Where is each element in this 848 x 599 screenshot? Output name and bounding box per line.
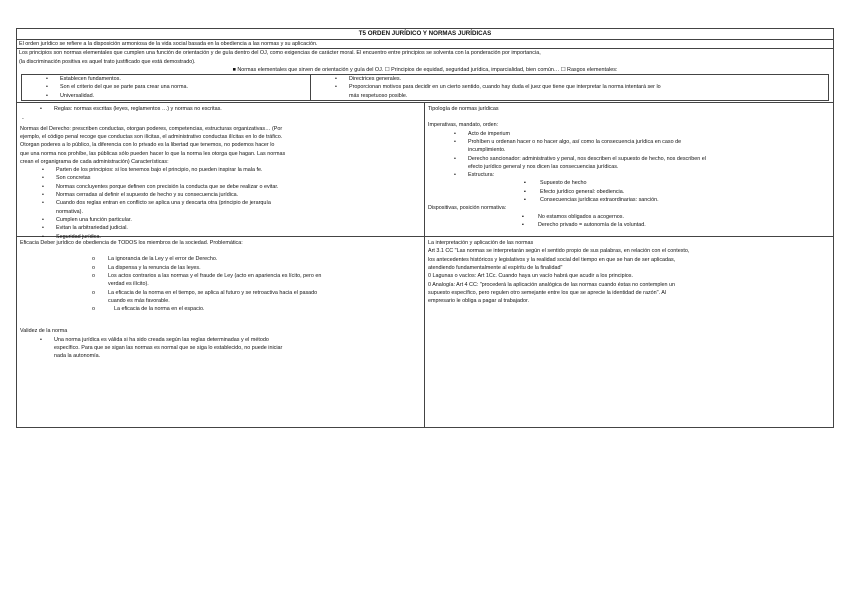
list-item: ▪ No estamos obligados a acogernos. xyxy=(428,213,830,221)
list-item: incumplimiento. xyxy=(468,147,506,154)
list-item: ▪ Supuesto de hecho xyxy=(428,179,830,187)
list-item: ▪ Derecho privado = autonomía de la voluntad. xyxy=(428,221,830,229)
tipologia-heading: Tipología de normas jurídicas xyxy=(428,106,499,113)
traits-table xyxy=(21,74,829,101)
paragraph-line: crean el organigrama de cada administración) Características: xyxy=(20,158,169,165)
paragraph-line: atendiendo fundamentalmente al espíritu de la finalidad" xyxy=(428,264,563,271)
paragraph-line: 0 Lagunas o vacíos: Art 1Cc. Cuando haya un vacío habrá que acudir a los principios. xyxy=(428,273,633,280)
list-item: • Estructura: xyxy=(428,171,830,179)
paragraph-line: ejemplo, el código penal recoge que conductas son ilícitas, el administrativo conductas ilícitas en lo de tráfico. xyxy=(20,133,283,140)
reglas-cell xyxy=(17,103,425,240)
list-item: • Seguridad jurídica. xyxy=(20,233,421,241)
imperativas-label: Imperativas, mandato, orden: xyxy=(428,122,499,129)
principles-line: Los principios son normas elementales que cumplen una función de orientación y de guía dentro del OJ, como exigencias de carácter moral. El encuentro entre principios se solventa con la ponderación por importancia, xyxy=(19,50,541,57)
list-item: más respetuoso posible. xyxy=(349,92,408,99)
list-item: ▪ Efecto jurídico general: obediencia. xyxy=(428,188,830,196)
list-item: • Proporcionan motivos para decidir en un cierto sentido, cuando hay duda el juez que tiene que interpretar la norma intentará ser lo xyxy=(315,83,824,91)
list-item: • Establecen fundamentos. xyxy=(26,75,306,83)
paragraph-line: 0 Analogía: Art 4 CC: "procederá la aplicación analógica de las normas cuando éstas no contemplen un xyxy=(428,281,676,288)
list-item: o La ignorancia de la Ley y el error de Derecho. xyxy=(20,255,421,263)
list-item: nada la autonomía. xyxy=(54,353,101,360)
list-item: específico. Para que se sigan las normas es normal que se siga lo establecido, no puede iniciar xyxy=(54,345,283,352)
list-item: • Normas cerradas al definir el supuesto de hecho y su consecuencia jurídica. xyxy=(20,191,421,199)
traits-right xyxy=(311,75,828,100)
list-item: • Derecho sancionador: administrativo y penal, nos describen el supuesto de hecho, nos describen el xyxy=(428,155,830,163)
interpretacion-heading: La interpretación y aplicación de las normas xyxy=(428,240,534,247)
eficacia-cell xyxy=(17,237,425,427)
eficacia-heading: Eficacia Deber jurídico de obediencia de TODOS los miembros de la sociedad. Problemática: xyxy=(20,240,243,247)
list-item: o La eficacia de la norma en el tiempo, se aplica al futuro y se retroactiva hacia el pasado xyxy=(20,289,421,297)
section-row xyxy=(17,103,833,240)
list-item: • Normas concluyentes porque definen con precisión la conducta que se debe realizar o evitar. xyxy=(20,183,421,191)
principles-line: ■ Normas elementales que sirven de orientación y guía del OJ. ☐ Principios de equidad, seguridad jurídica, imparcialidad, bien común… ☐ Rasgos elementales: xyxy=(232,66,618,73)
list-item: • Una norma jurídica es válida si ha sido creada según las reglas determinadas y el método xyxy=(20,336,421,344)
section-row xyxy=(17,237,833,427)
document-table xyxy=(16,28,834,428)
list-item: • Directrices generales. xyxy=(315,75,824,83)
paragraph-line: los antecedentes históricos y legislativos y la realidad social del tiempo en que se han de ser aplicadas, xyxy=(428,256,676,263)
definition-text: El orden jurídico se refiere a la disposición armoniosa de la vida social basada en la obediencia a las normas y su aplicación. xyxy=(19,41,318,47)
list-item: o Los actos contrarios a las normas y el fraude de Ley (acto en apariencia es lícito, pero en xyxy=(20,272,421,280)
list-item: • Cuando dos reglas entran en conflicto se aplica una y descarta otra (principio de jerarquía xyxy=(20,199,421,207)
list-item: • Parten de los principios: si los tenemos bajo el principio, no pueden inspirar la mala fe. xyxy=(20,166,421,174)
dispositivas-label: Dispositivas, posición normativa: xyxy=(428,205,507,212)
list-item: • Cumplen una función particular. xyxy=(20,216,421,224)
list-item: o La dispensa y la renuncia de las leyes. xyxy=(20,264,421,272)
traits-left xyxy=(22,75,311,100)
list-item: verdad es ilícito). xyxy=(108,281,149,288)
tipologia-cell xyxy=(425,103,833,236)
list-item: • Son el criterio del que se parte para crear una norma. xyxy=(26,83,306,91)
list-item: ▪ Consecuencias jurídicas extraordinarias: sanción. xyxy=(428,196,830,204)
reglas-heading: • Reglas: normas escritas (leyes, reglamentos …) y normas no escritas. xyxy=(20,105,421,113)
paragraph-line: empresario le obliga a pagar al trabajador. xyxy=(428,298,529,305)
paragraph-line: Normas del Derecho: prescriben conductas, otorgan poderes, competencias, estructuras organizativas… (Por xyxy=(20,125,283,132)
principles-line: (la discriminación positiva es aquel trato justificado que está demostrado). xyxy=(19,58,196,65)
paragraph-line: que una norma nos prohíbe, las públicas sólo pueden hacer lo que la norma les otorga que hagan. Las normas xyxy=(20,150,286,157)
dash: - xyxy=(22,116,24,123)
list-item: normativa). xyxy=(56,208,83,215)
list-item: • Acto de imperium xyxy=(428,130,830,138)
interpretacion-cell xyxy=(425,237,833,427)
list-item: • Son concretas xyxy=(20,174,421,182)
list-item: o La eficacia de la norma en el espacio. xyxy=(20,305,421,313)
principles-row xyxy=(17,49,833,103)
validez-heading: Validez de la norma xyxy=(20,328,68,335)
list-item: • Universalidad. xyxy=(26,92,306,100)
list-item: • Prohíben u ordenan hacer o no hacer algo, así como la consecuencia jurídica en caso de xyxy=(428,138,830,146)
list-item: cuando es más favorable. xyxy=(108,297,170,304)
paragraph-line: supuesto específico, pero regulen otro semejante entre los que se aprecie la identidad de razón". Al xyxy=(428,289,667,296)
page-title: T5 ORDEN JURÍDICO Y NORMAS JURÍDICAS xyxy=(17,29,833,40)
list-item: efecto jurídico general y nos dicen las consecuencias jurídicas. xyxy=(468,163,619,170)
list-item: • Evitan la arbitrariedad judicial. xyxy=(20,224,421,232)
paragraph-line: Art 3.1 CC "Las normas se interpretarán según el sentido propio de sus palabras, en relación con el contexto, xyxy=(428,248,690,255)
paragraph-line: Otorgan poderes a lo público, la diferencia con lo privado es la libertad que tenemos, no podemos hacer lo xyxy=(20,142,275,149)
definition-row xyxy=(17,40,833,49)
